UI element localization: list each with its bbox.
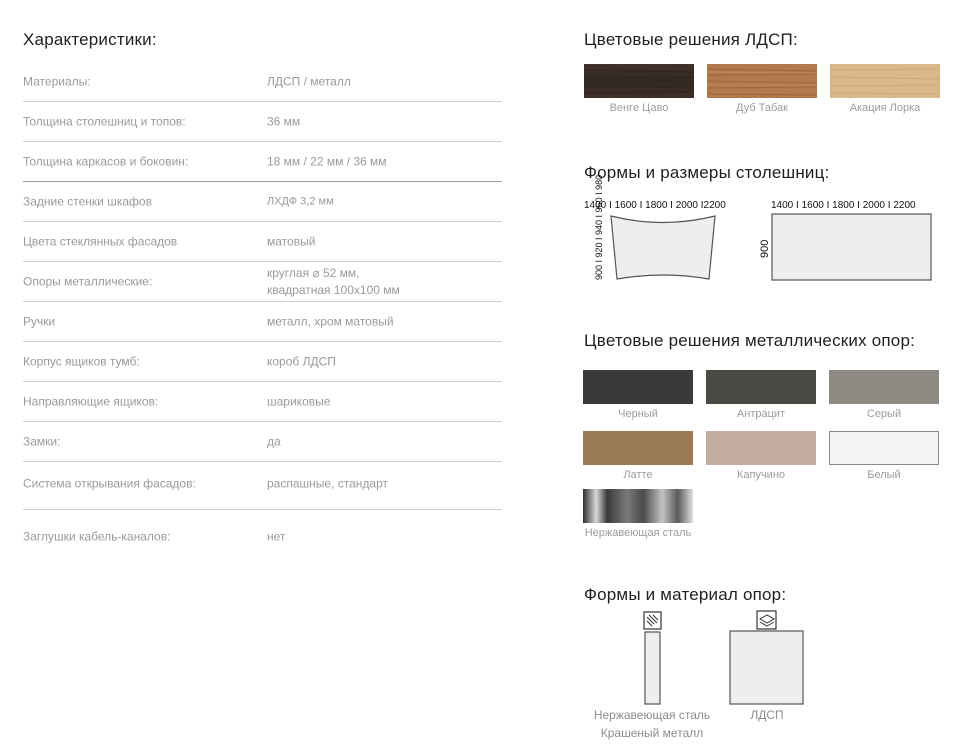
curved-widths-label: 1400 I 1600 I 1800 I 2000 I2200 bbox=[584, 200, 726, 211]
square-support-icon bbox=[756, 610, 778, 630]
spec-value-line: круглая ⌀ 52 мм, bbox=[267, 265, 360, 280]
metal-swatch-label: Нержавеющая сталь bbox=[584, 527, 692, 539]
curved-depths-label: 900 I 920 I 940 I 960 I 980 bbox=[594, 174, 604, 280]
metal-swatch-label: Антрацит bbox=[736, 408, 786, 420]
spec-row bbox=[23, 422, 502, 462]
spec-row bbox=[23, 262, 502, 302]
metal-swatch-white[interactable] bbox=[829, 431, 939, 465]
spec-value: шариковые bbox=[267, 394, 331, 408]
curved-tabletop-shape bbox=[608, 213, 720, 283]
specs-title: Характеристики: bbox=[23, 30, 157, 49]
ldsp-swatch-label: Дуб Табак bbox=[736, 102, 788, 114]
spec-row bbox=[23, 342, 502, 382]
spec-label: Корпус ящиков тумб: bbox=[23, 354, 140, 368]
metal-swatch-stainless[interactable] bbox=[583, 489, 693, 523]
spec-label: Направляющие ящиков: bbox=[23, 394, 159, 408]
round-support-shape bbox=[644, 631, 662, 707]
spec-row bbox=[23, 62, 502, 102]
spec-label: Ручки bbox=[23, 314, 56, 328]
spec-row bbox=[23, 462, 502, 510]
metal-swatch-latte[interactable] bbox=[583, 431, 693, 465]
spec-row bbox=[23, 510, 502, 564]
swatch-fill bbox=[830, 432, 939, 465]
metal-swatch-label: Черный bbox=[618, 408, 658, 420]
swatch-fill bbox=[706, 431, 816, 465]
rect-depth-label: 900 bbox=[759, 239, 771, 258]
spec-row bbox=[23, 182, 502, 222]
spec-row bbox=[23, 142, 502, 182]
metal-swatch-black[interactable] bbox=[583, 370, 693, 404]
metal-swatch-label: Белый bbox=[867, 469, 901, 481]
spec-label: Заглушки кабель-каналов: bbox=[23, 529, 171, 544]
swatch-fill bbox=[583, 431, 693, 465]
spec-value: нет bbox=[267, 529, 286, 544]
swatch-fill bbox=[706, 370, 816, 404]
spec-value: короб ЛДСП bbox=[267, 354, 336, 368]
spec-value: ЛХДФ 3,2 мм bbox=[267, 195, 334, 207]
ldsp-swatch-venge[interactable] bbox=[584, 64, 694, 98]
spec-label: Опоры металлические: bbox=[23, 274, 153, 288]
spec-label: Цвета стеклянных фасадов bbox=[23, 234, 178, 248]
tabletops-title: Формы и размеры столешниц: bbox=[584, 163, 830, 182]
spec-label: Замки: bbox=[23, 434, 61, 448]
metal-swatch-label: Капучино bbox=[736, 469, 786, 481]
metal-title: Цветовые решения металлических опор: bbox=[584, 331, 916, 350]
metal-swatch-label: Серый bbox=[866, 408, 902, 420]
round-support-material-line: Крашеный металл bbox=[600, 726, 704, 740]
spec-row bbox=[23, 102, 502, 142]
round-support-materials bbox=[582, 706, 722, 742]
spec-row bbox=[23, 382, 502, 422]
round-support-material-line: Нержавеющая сталь bbox=[593, 708, 711, 722]
spec-value bbox=[267, 265, 499, 299]
spec-label: Система открывания фасадов: bbox=[23, 476, 196, 491]
ldsp-swatch-label: Венге Цаво bbox=[609, 102, 669, 114]
metal-swatch-cappuccino[interactable] bbox=[706, 431, 816, 465]
square-support-shape bbox=[729, 630, 805, 706]
ldsp-swatch-oak-tabak[interactable] bbox=[707, 64, 817, 98]
spec-value: 36 мм bbox=[267, 114, 301, 128]
spec-row bbox=[23, 302, 502, 342]
swatch-fill bbox=[583, 370, 693, 404]
spec-value: матовый bbox=[267, 234, 316, 248]
specs-table bbox=[23, 62, 502, 564]
ldsp-swatch-acacia[interactable] bbox=[830, 64, 940, 98]
spec-value: да bbox=[267, 434, 281, 448]
ldsp-swatch-label: Акация Лорка bbox=[849, 102, 921, 114]
rect-tabletop-shape bbox=[771, 213, 933, 283]
spec-row bbox=[23, 222, 502, 262]
ldsp-title: Цветовые решения ЛДСП: bbox=[584, 30, 798, 49]
spec-value: распашные, стандарт bbox=[267, 476, 388, 491]
spec-value: ЛДСП / металл bbox=[267, 74, 351, 88]
swatch-fill bbox=[829, 370, 939, 404]
supports-title: Формы и материал опор: bbox=[584, 585, 787, 604]
round-support-icon bbox=[643, 611, 663, 631]
metal-swatch-grey[interactable] bbox=[829, 370, 939, 404]
spec-value-line: квадратная 100х100 мм bbox=[267, 282, 400, 297]
square-support-material: ЛДСП bbox=[750, 708, 784, 722]
spec-label: Материалы: bbox=[23, 74, 91, 88]
metal-swatch-label: Латте bbox=[623, 469, 653, 481]
rect-widths-label: 1400 I 1600 I 1800 I 2000 I 2200 bbox=[771, 200, 916, 211]
metal-swatch-anthracite[interactable] bbox=[706, 370, 816, 404]
spec-value: 18 мм / 22 мм / 36 мм bbox=[267, 154, 387, 168]
spec-label: Толщина каркасов и боковин: bbox=[23, 154, 189, 168]
spec-label: Задние стенки шкафов bbox=[23, 194, 152, 208]
spec-label: Толщина столешниц и топов: bbox=[23, 114, 186, 128]
spec-value: металл, хром матовый bbox=[267, 314, 394, 328]
